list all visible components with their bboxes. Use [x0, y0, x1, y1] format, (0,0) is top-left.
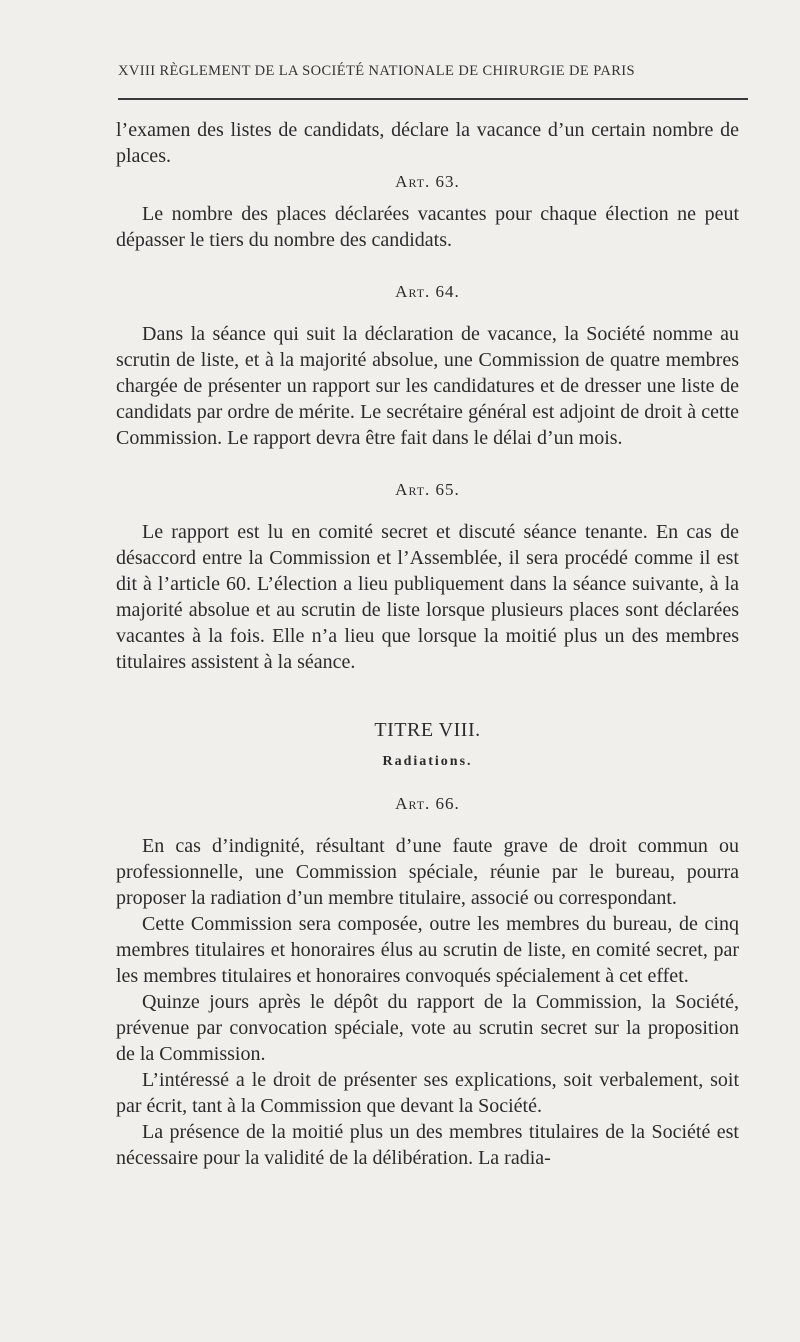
page-body: [116, 117, 739, 1171]
article-66-paragraph-2: Cette Commission sera composée, outre les membres du bureau, de cinq membres titulaires et honoraires élus au scrutin de liste, en comité secret, par les membres titulaires et honoraires convoqués spécialement à cet effet.: [116, 913, 739, 987]
titre-heading: TITRE VIII.: [374, 719, 481, 741]
article-66-paragraph-5: La présence de la moitié plus un des membres titulaires de la Société est nécessaire pour la validité de la délibération. La radia-: [116, 1121, 739, 1169]
running-header: XVIII RÈGLEMENT DE LA SOCIÉTÉ NATIONALE DE CHIRURGIE DE PARIS: [118, 63, 635, 79]
article-66-paragraph-3: Quinze jours après le dépôt du rapport de la Commission, la Société, prévenue par convocation spéciale, vote au scrutin secret sur la proposition de la Commission.: [116, 991, 739, 1065]
intro-paragraph: l’examen des listes de candidats, déclare la vacance d’un certain nombre de places.: [116, 119, 739, 167]
article-66-heading: Art. 66.: [395, 794, 460, 813]
article-63-heading: Art. 63.: [395, 172, 460, 191]
article-64-text: Dans la séance qui suit la déclaration de vacance, la Société nomme au scrutin de liste, et à la majorité absolue, une Commission de quatre membres chargée de présenter un rapport sur les candidatures et de dresser une liste de candidats par ordre de mérite. Le secrétaire général est adjoint de droit à cette Commission. Le rapport devra être fait dans le délai d’un mois.: [116, 323, 739, 449]
header-rule: [118, 98, 748, 100]
article-64-heading: Art. 64.: [395, 282, 460, 301]
article-65-text: Le rapport est lu en comité secret et discuté séance tenante. En cas de désaccord entre la Commission et l’Assemblée, il sera procédé comme il est dit à l’article 60. L’élection a lieu publiquement dans la séance suivante, à la majorité absolue et au scrutin de liste lorsque plusieurs places sont déclarées vacantes à la fois. Elle n’a lieu que lorsque la moitié plus un des membres titulaires assistent à la séance.: [116, 521, 739, 673]
article-66-paragraph-4: L’intéressé a le droit de présenter ses explications, soit verbalement, soit par écrit, tant à la Commission que devant la Société.: [116, 1069, 739, 1117]
article-66-paragraph-1: En cas d’indignité, résultant d’une faute grave de droit commun ou professionnelle, une Commission spéciale, réunie par le bureau, pourra proposer la radiation d’un membre titulaire, associé ou correspondant.: [116, 835, 739, 909]
titre-subtitle: Radiations.: [382, 754, 473, 769]
article-65-heading: Art. 65.: [395, 480, 460, 499]
article-63-text: Le nombre des places déclarées vacantes pour chaque élection ne peut dépasser le tiers du nombre des candidats.: [116, 203, 739, 251]
